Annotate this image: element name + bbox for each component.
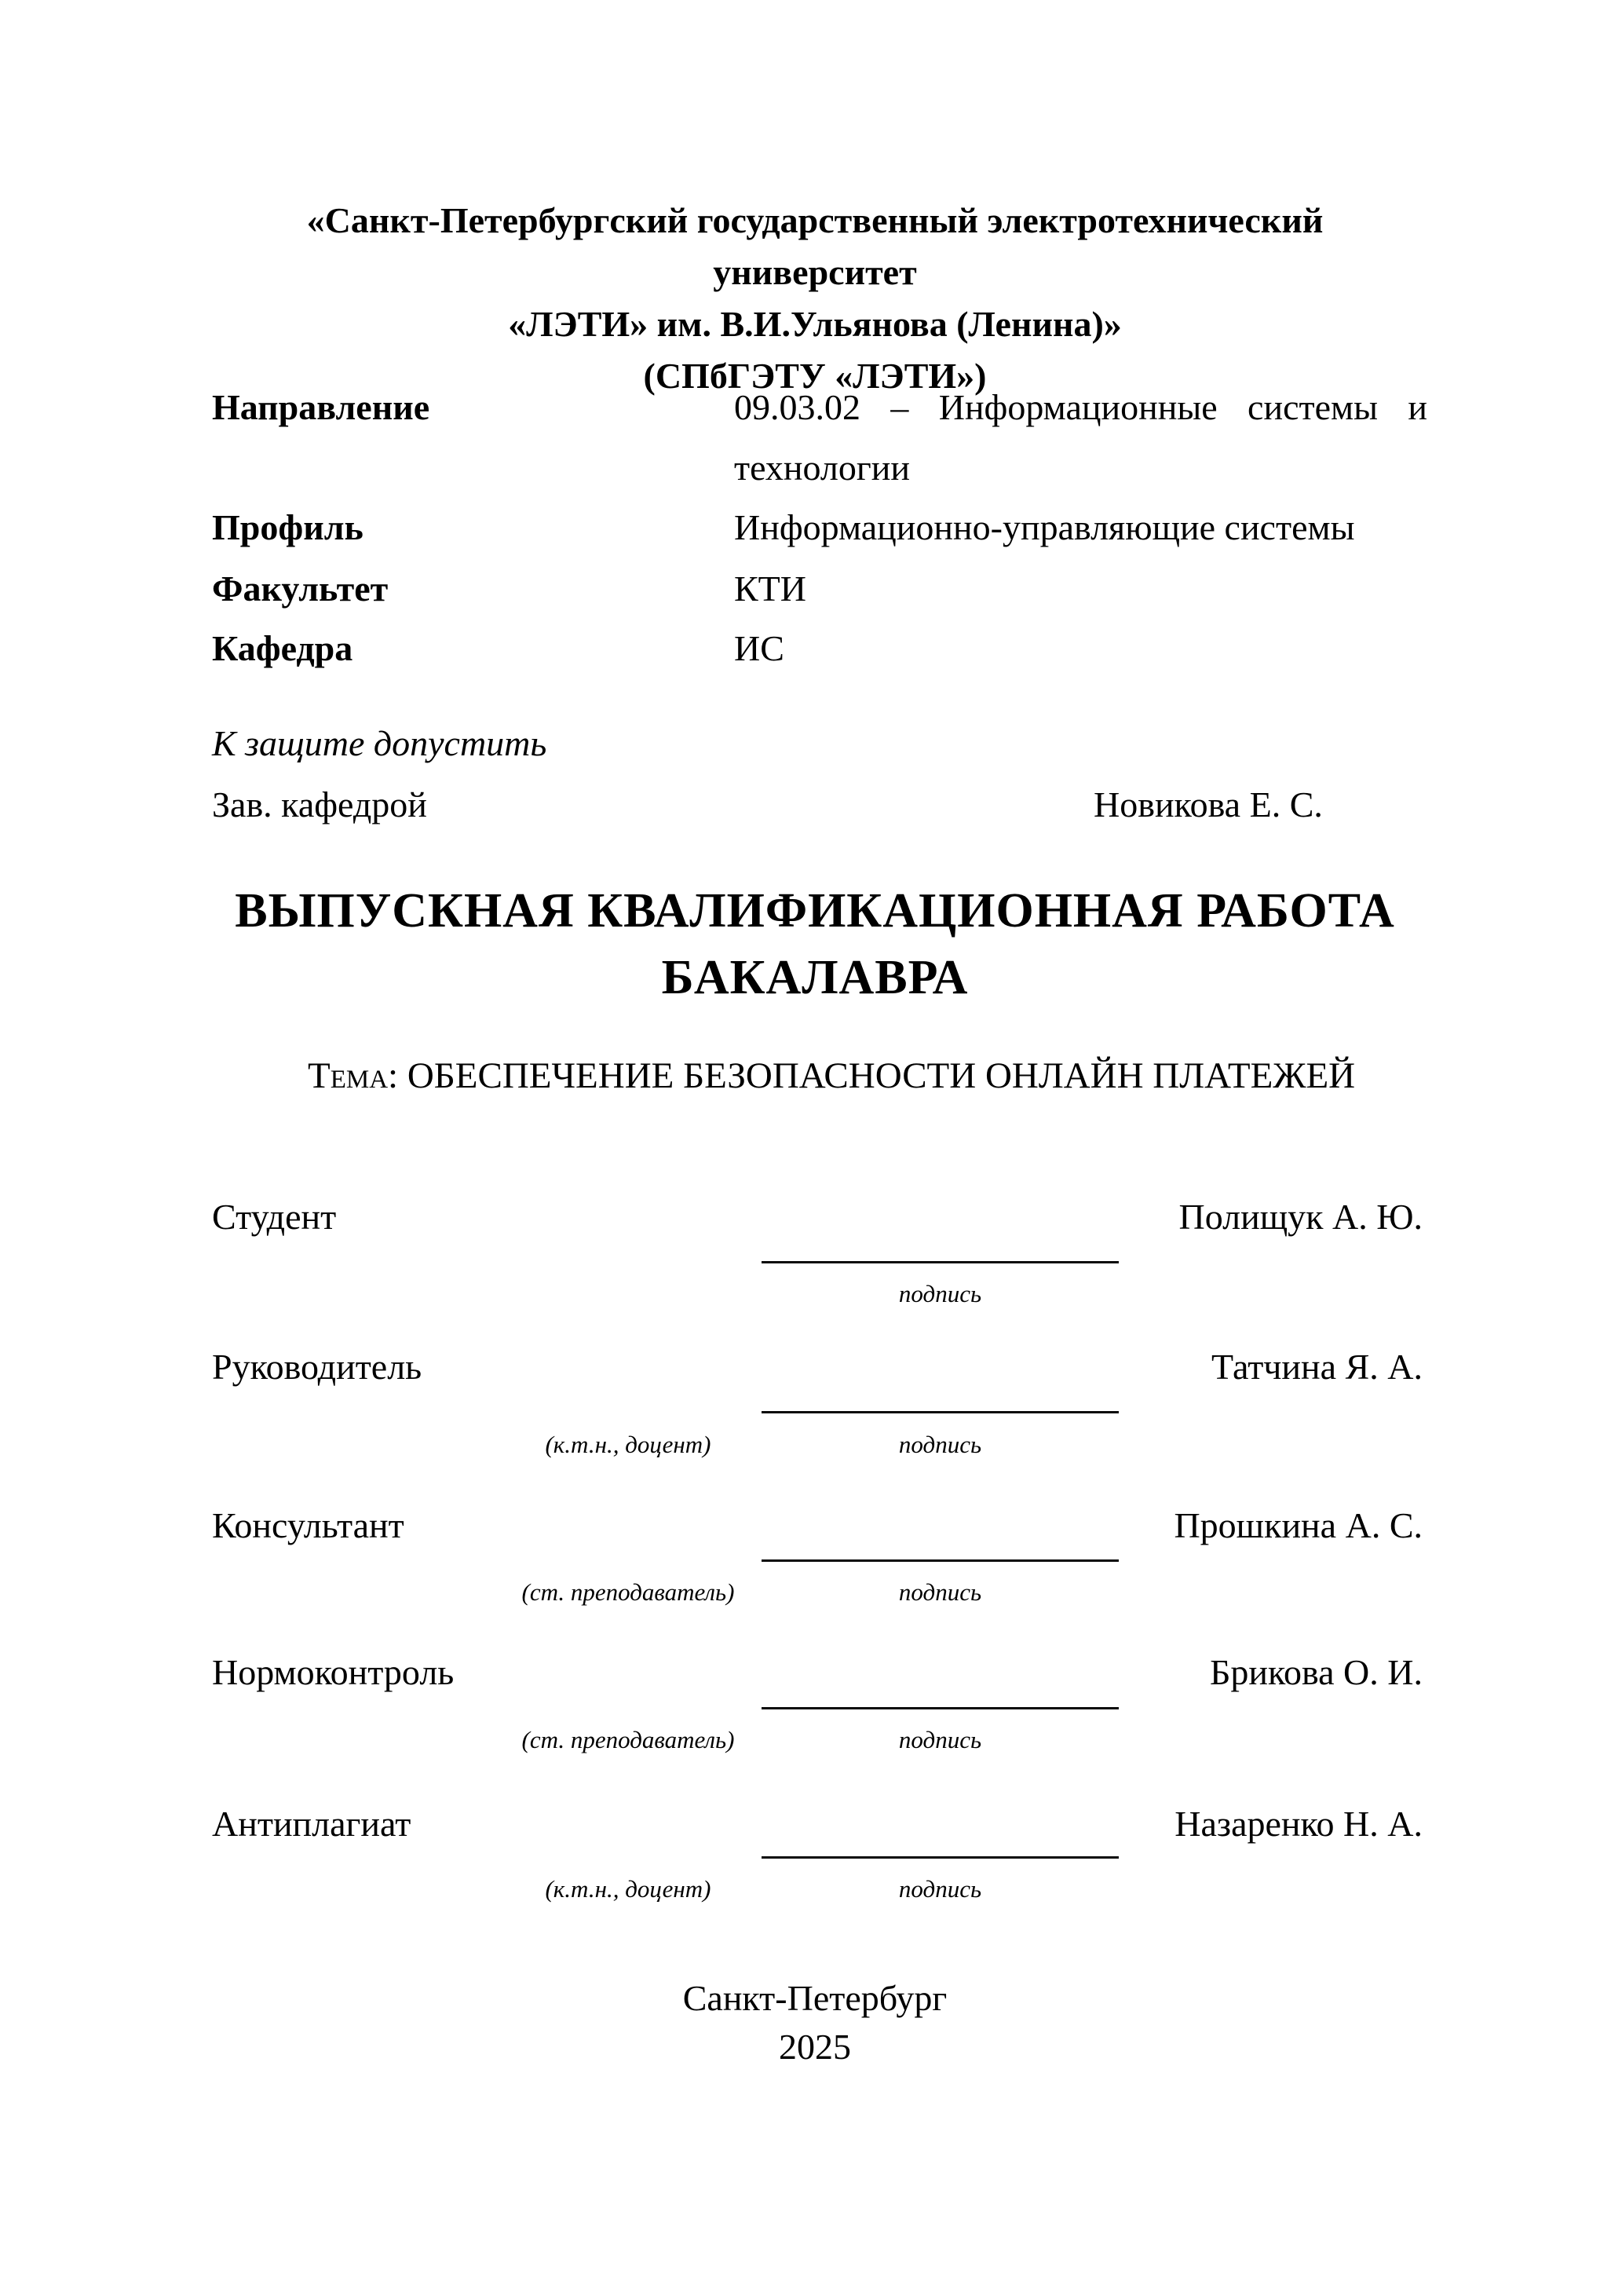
signature-line-antiplagiarism (762, 1856, 1119, 1859)
theme-text: ОБЕСПЕЧЕНИЕ БЕЗОПАСНОСТИ ОНЛАЙН ПЛАТЕЖЕЙ (398, 1055, 1356, 1096)
signature-role-student: Студент (212, 1197, 337, 1237)
profile-label: Профиль (212, 507, 363, 547)
department-label: Кафедра (212, 628, 353, 668)
signature-qualification-normcontrol: (ст. преподаватель) (521, 1726, 735, 1753)
signature-role-supervisor: Руководитель (212, 1347, 422, 1387)
university-name-line-1: «Санкт-Петербургский государственный электротехнический университет (306, 200, 1324, 292)
direction-label: Направление (212, 387, 430, 427)
signature-role-antiplagiarism: Антиплагиат (212, 1804, 411, 1844)
university-header (204, 195, 1426, 402)
signature-line-supervisor (762, 1411, 1119, 1413)
signature-qualification-supervisor: (к.т.н., доцент) (545, 1431, 711, 1458)
signature-qualification-antiplagiarism: (к.т.н., доцент) (545, 1875, 711, 1903)
signature-name-student: Полищук А. Ю. (1178, 1197, 1423, 1237)
university-name-line-3: (СПбГЭТУ «ЛЭТИ») (643, 356, 987, 396)
signature-caption-normcontrol: подпись (898, 1726, 982, 1753)
signature-caption-supervisor: подпись (898, 1431, 982, 1458)
signature-line-student (762, 1261, 1119, 1263)
theme-line (308, 1052, 1430, 1099)
department-head-name: Новикова Е. С. (1094, 784, 1323, 824)
work-title-line-2: БАКАЛАВРА (661, 951, 969, 1004)
signature-caption-consultant: подпись (898, 1578, 982, 1606)
work-title (204, 878, 1426, 1011)
direction-value (734, 377, 1427, 498)
direction-value-line-1: 09.03.02 – Информационные системы и (734, 387, 1427, 427)
university-name-line-2: «ЛЭТИ» им. В.И.Ульянова (Ленина)» (508, 304, 1122, 344)
faculty-value: КТИ (734, 569, 806, 609)
work-title-line-1: ВЫПУСКНАЯ КВАЛИФИКАЦИОННАЯ РАБОТА (235, 884, 1395, 938)
signature-name-normcontrol: Брикова О. И. (1209, 1652, 1423, 1692)
signature-name-consultant: Прошкина А. С. (1174, 1505, 1423, 1545)
footer-city: Санкт-Петербург (682, 1978, 948, 2018)
profile-value: Информационно-управляющие системы (734, 507, 1355, 547)
department-head-role: Зав. кафедрой (212, 784, 427, 824)
signature-line-normcontrol (762, 1707, 1119, 1709)
signature-caption-antiplagiarism: подпись (898, 1875, 982, 1903)
department-value: ИС (734, 628, 784, 668)
signature-role-normcontrol: Нормоконтроль (212, 1652, 455, 1692)
signature-qualification-consultant: (ст. преподаватель) (521, 1578, 735, 1606)
signature-line-consultant (762, 1559, 1119, 1562)
footer-year: 2025 (779, 2027, 851, 2067)
signature-name-supervisor: Татчина Я. А. (1211, 1347, 1423, 1387)
admission-permit-line: К защите допустить (212, 723, 547, 763)
faculty-label: Факультет (212, 569, 389, 609)
signature-role-consultant: Консультант (212, 1505, 404, 1545)
theme-label: Тема: (308, 1055, 399, 1096)
direction-value-line-2: технологии (734, 448, 910, 488)
signature-name-antiplagiarism: Назаренко Н. А. (1174, 1804, 1423, 1844)
signature-caption-student: подпись (898, 1280, 982, 1307)
